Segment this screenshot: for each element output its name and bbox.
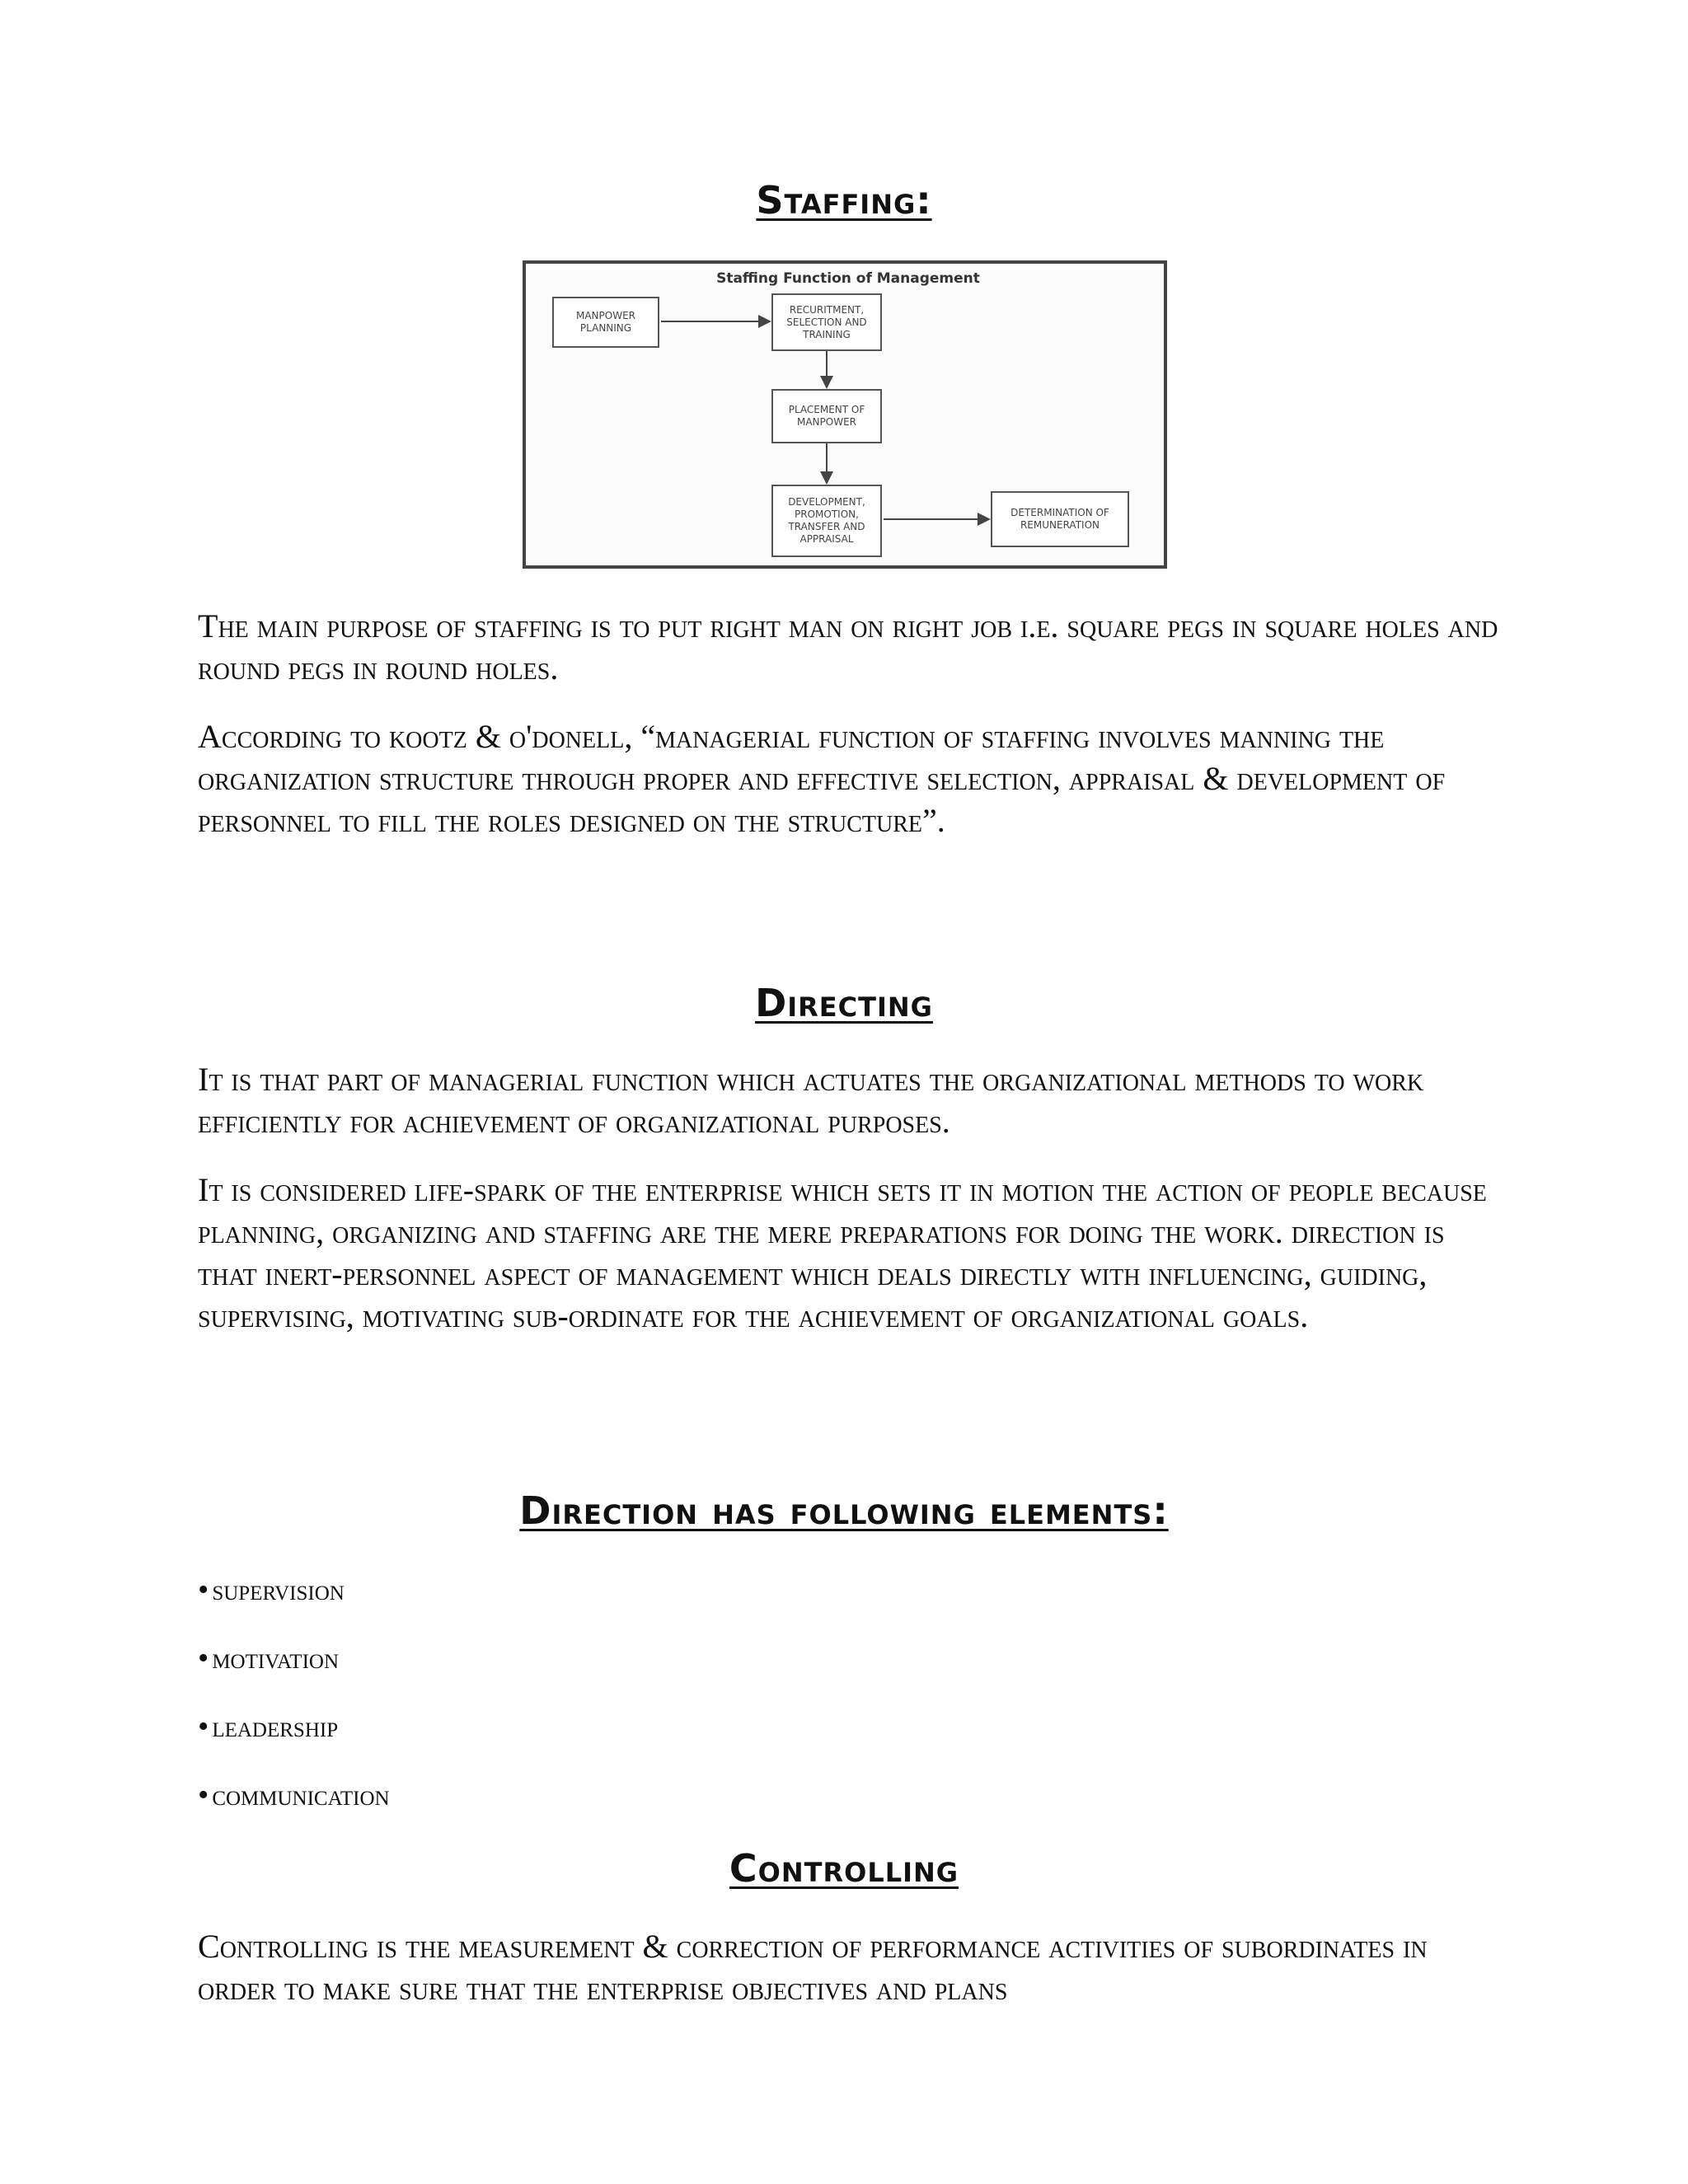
box-placement: PLACEMENT OF MANPOWER — [771, 389, 882, 443]
directing-paragraph-2 — [198, 1169, 1500, 1337]
bullet-icon: • — [198, 1572, 209, 1607]
drop-letter: A — [198, 718, 222, 755]
diagram-title: Staffing Function of Management — [716, 270, 980, 287]
paragraph-text: he main purpose of staffing is to put right man on right job i.e. square pegs in square holes and round pegs in round holes. — [198, 607, 1498, 687]
list-item-text: communication — [212, 1779, 390, 1811]
elements-heading: Direction has following elements: — [519, 1488, 1169, 1533]
box-remuneration: DETERMINATION OF REMUNERATION — [991, 491, 1129, 547]
drop-letter: C — [198, 1928, 220, 1965]
list-item — [198, 1769, 390, 1838]
list-item — [198, 1564, 390, 1633]
box-manpower-planning: MANPOWER PLANNING — [552, 297, 659, 348]
directing-paragraph-1 — [198, 1058, 1500, 1142]
controlling-heading: Controlling — [729, 1846, 959, 1891]
paragraph-text: ccording to kootz & o'donell, “managerial function of staffing involves manning the organization structure through proper and effective selection, appraisal & development of personnel to fill the roles designed on the structure”. — [198, 718, 1446, 839]
staffing-heading: Staffing: — [756, 178, 932, 223]
box-recruitment: RECURITMENT, SELECTION AND TRAINING — [771, 293, 882, 351]
drop-letter: I — [198, 1061, 209, 1098]
paragraph-text: t is considered life-spark of the enterprise which sets it in motion the action of people because planning, organizing and staffing are the mere preparations for doing the work. direction is that inert-personnel aspect of management which deals directly with influencing, guiding, supervising, motivating sub-ordinate for the achievement of organizational goals. — [198, 1171, 1487, 1334]
paragraph-text: t is that part of managerial function which actuates the organizational methods to work efficiently for achievement of organizational purposes. — [198, 1061, 1424, 1140]
drop-letter: T — [198, 607, 218, 644]
staffing-definition-paragraph — [198, 715, 1500, 841]
staffing-purpose-paragraph — [198, 605, 1500, 689]
controlling-paragraph — [198, 1925, 1500, 2009]
staffing-diagram — [523, 260, 1167, 569]
drop-letter: I — [198, 1171, 209, 1208]
box-development: DEVELOPMENT, PROMOTION, TRANSFER AND APPRAISAL — [771, 485, 882, 557]
list-item-text: leadership — [212, 1710, 339, 1743]
paragraph-text: ontrolling is the measurement & correction of performance activities of subordinates in order to make sure that the enterprise objectives and plans — [198, 1928, 1428, 2007]
bullet-icon: • — [198, 1709, 209, 1744]
list-item-text: motivation — [212, 1642, 340, 1675]
bullet-icon: • — [198, 1641, 209, 1675]
list-item — [198, 1701, 390, 1769]
elements-list — [198, 1564, 390, 1838]
directing-heading: Directing — [755, 981, 933, 1025]
list-item — [198, 1633, 390, 1701]
list-item-text: supervision — [212, 1573, 345, 1606]
bullet-icon: • — [198, 1778, 209, 1812]
